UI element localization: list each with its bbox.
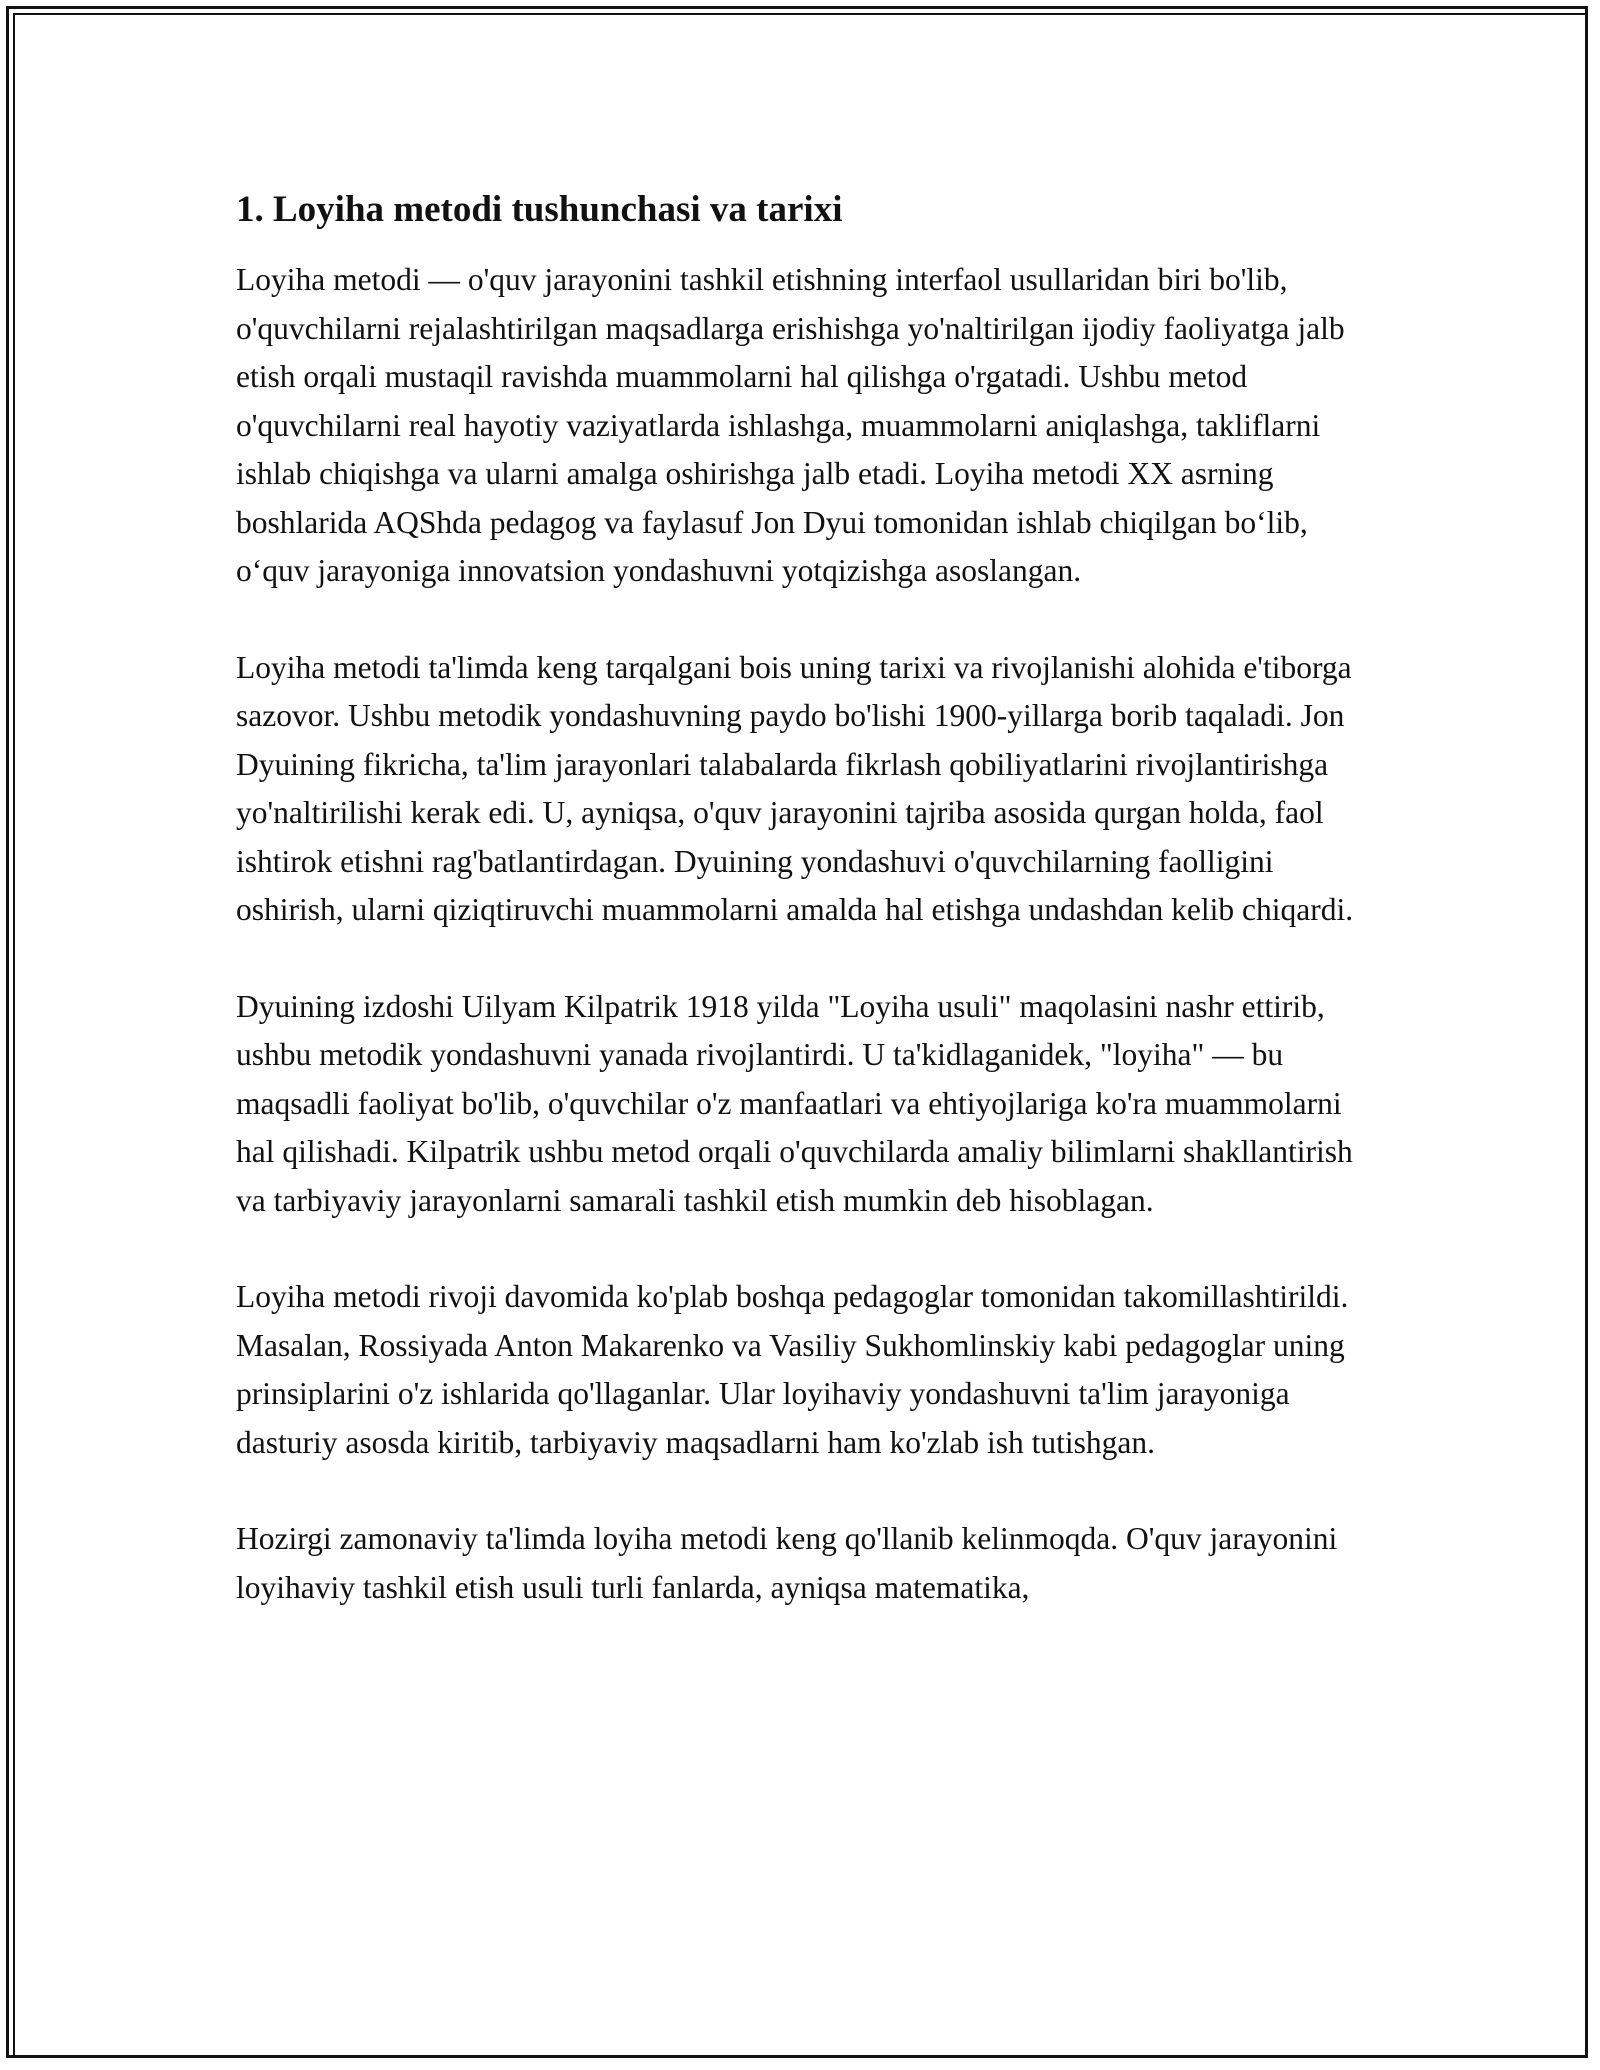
- paragraph-1: Loyiha metodi — o'quv jarayonini tashkil etishning interfaol usullaridan biri bo'lib, o'quvchilarni rejalashtirilgan maqsadlarga erishishga yo'naltirilgan ijodiy faoliyatga jalb etish orqali mustaqil ravishda muammolarni hal qilishga o'rgatadi. Ushbu metod o'quvchilarni real hayotiy vaziyatlarda ishlashga, muammolarni aniqlashga, takliflarni ishlab chiqishga va ularni amalga oshirishga jalb etadi. Loyiha metodi XX asrning boshlarida AQShda pedagog va faylasuf Jon Dyui tomonidan ishlab chiqilgan bo‘lib, o‘quv jarayoniga innovatsion yondashuvni yotqizishga asoslangan.: [236, 262, 1345, 588]
- paragraph-2: Loyiha metodi ta'limda keng tarqalgani bois uning tarixi va rivojlanishi alohida e'tiborga sazovor. Ushbu metodik yondashuvning paydo bo'lishi 1900-yillarga borib taqaladi. Jon Dyuining fikricha, ta'lim jarayonlari talabalarda fikrlash qobiliyatlarini rivojlantirishga yo'naltirilishi kerak edi. U, ayniqsa, o'quv jarayonini tajriba asosida qurgan holda, faol ishtirok etishni rag'batlantirdagan. Dyuining yondashuvi o'quvchilarning faolligini oshirish, ularni qiziqtiruvchi muammolarni amalda hal etishga undashdan kelib chiqardi.: [236, 649, 1354, 927]
- document-body: [236, 186, 1366, 1660]
- section-heading: 1. Loyiha metodi tushunchasi va tarixi: [236, 189, 843, 230]
- paragraph-5: Hozirgi zamonaviy ta'limda loyiha metodi keng qo'llanib kelinmoqda. O'quv jarayonini loyihaviy tashkil etish usuli turli fanlarda, ayniqsa matematika,: [236, 1521, 1338, 1605]
- paragraph-3: Dyuining izdoshi Uilyam Kilpatrik 1918 yilda "Loyiha usuli" maqolasini nashr ettirib, ushbu metodik yondashuvni yanada rivojlantirdi. U ta'kidlaganidek, "loyiha" — bu maqsadli faoliyat bo'lib, o'quvchilar o'z manfaatlari va ehtiyojlariga ko'ra muammolarni hal qilishadi. Kilpatrik ushbu metod orqali o'quvchilarda amaliy bilimlarni shakllantirish va tarbiyaviy jarayonlarni samarali tashkil etish mumkin deb hisoblagan.: [236, 988, 1353, 1218]
- paragraph-4: Loyiha metodi rivoji davomida ko'plab boshqa pedagoglar tomonidan takomillashtirildi. Masalan, Rossiyada Anton Makarenko va Vasiliy Sukhomlinskiy kabi pedagoglar uning prinsiplarini o'z ishlarida qo'llaganlar. Ular loyihaviy yondashuvni ta'lim jarayoniga dasturiy asosda kiritib, tarbiyaviy maqsadlarni ham ko'zlab ish tutishgan.: [236, 1279, 1349, 1460]
